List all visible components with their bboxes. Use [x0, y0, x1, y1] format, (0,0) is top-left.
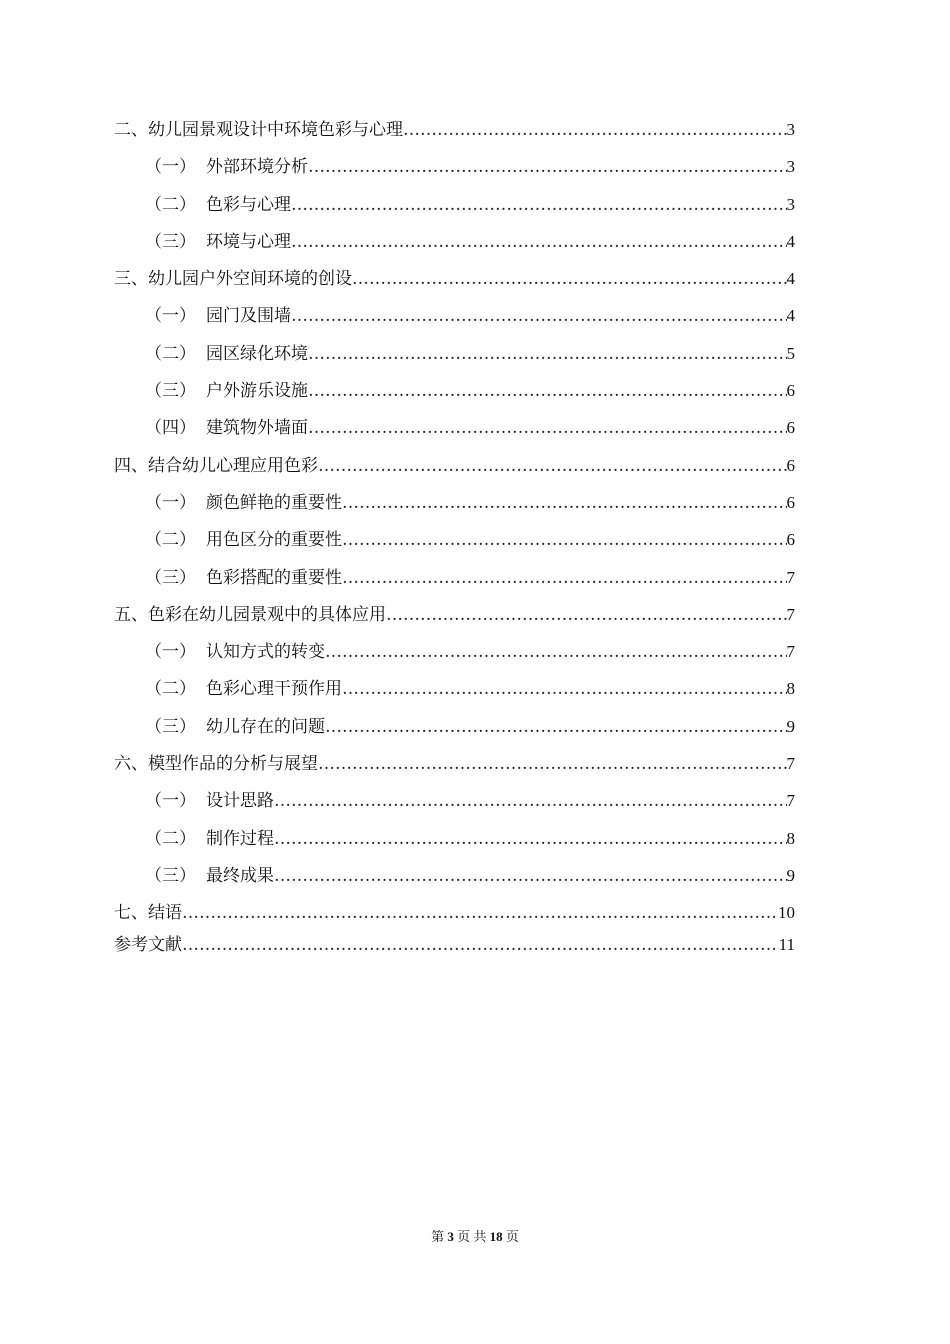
toc-label: 最终成果: [206, 865, 274, 886]
toc-leader-dots: [291, 298, 787, 335]
toc-page-number: 9: [786, 865, 795, 885]
toc-leader-dots: [291, 224, 787, 261]
toc-leader-dots: [274, 821, 787, 858]
toc-label: 环境与心理: [206, 231, 291, 252]
toc-subsection[interactable]: [114, 409, 795, 446]
toc-leader-dots: [318, 746, 787, 783]
toc-leader-dots: [182, 932, 779, 958]
footer-total-pages: 18: [489, 1229, 503, 1244]
toc-subsection[interactable]: [114, 782, 795, 819]
toc-page-number: 6: [786, 381, 795, 401]
footer-current-page: 3: [447, 1229, 454, 1244]
toc-section[interactable]: [114, 596, 795, 633]
toc-number: （一）: [145, 157, 196, 178]
toc-label: 二、幼儿园景观设计中环境色彩与心理: [114, 120, 403, 140]
page-footer: [0, 1226, 950, 1245]
toc-subsection[interactable]: [114, 708, 795, 745]
toc-subsection[interactable]: [114, 521, 795, 558]
footer-prefix: 第: [431, 1229, 445, 1244]
toc-page-number: 7: [786, 642, 795, 662]
table-of-contents: [114, 111, 795, 958]
toc-label: 园门及围墙: [206, 306, 291, 327]
toc-subsection[interactable]: [114, 297, 795, 334]
toc-section[interactable]: [114, 932, 795, 958]
toc-page-number: 8: [786, 828, 795, 848]
toc-leader-dots: [182, 895, 778, 932]
toc-page-number: 4: [786, 269, 795, 289]
toc-label: 幼儿存在的问题: [206, 716, 325, 737]
toc-label: 外部环境分析: [206, 157, 308, 178]
toc-subsection[interactable]: [114, 335, 795, 372]
toc-number: （四）: [145, 418, 196, 439]
toc-subsection[interactable]: [114, 633, 795, 670]
toc-label: 色彩搭配的重要性: [206, 567, 342, 588]
toc-label: 参考文献: [114, 934, 182, 955]
toc-label: 七、结语: [114, 903, 182, 924]
toc-leader-dots: [318, 448, 787, 485]
toc-page-number: 9: [786, 716, 795, 736]
toc-leader-dots: [342, 522, 787, 559]
toc-label: 建筑物外墙面: [206, 418, 308, 439]
toc-number: （三）: [145, 567, 196, 588]
toc-section[interactable]: [114, 447, 795, 484]
toc-label: 三、幼儿园户外空间环境的创设: [114, 269, 352, 290]
toc-leader-dots: [325, 709, 787, 746]
toc-subsection[interactable]: [114, 670, 795, 707]
toc-page-number: 10: [778, 903, 795, 923]
toc-subsection[interactable]: [114, 857, 795, 894]
toc-page-number: 5: [786, 343, 795, 363]
toc-label: 园区绿化环境: [206, 343, 308, 364]
toc-label: 六、模型作品的分析与展望: [114, 754, 318, 775]
toc-label: 五、色彩在幼儿园景观中的具体应用: [114, 604, 386, 625]
toc-page-number: 6: [786, 530, 795, 550]
toc-page-number: 3: [786, 194, 795, 214]
toc-number: （一）: [145, 306, 196, 327]
toc-leader-dots: [342, 485, 787, 522]
toc-leader-dots: [342, 671, 787, 708]
toc-label: 户外游乐设施: [206, 381, 308, 402]
toc-leader-dots: [352, 261, 787, 298]
toc-number: （一）: [145, 791, 196, 812]
toc-leader-dots: [403, 112, 787, 149]
toc-page-number: 3: [786, 157, 795, 177]
toc-leader-dots: [274, 858, 787, 895]
toc-leader-dots: [308, 336, 787, 373]
toc-leader-dots: [342, 560, 787, 597]
toc-section[interactable]: [114, 111, 795, 148]
toc-number: （二）: [145, 679, 196, 700]
toc-number: （二）: [145, 530, 196, 551]
toc-subsection[interactable]: [114, 223, 795, 260]
toc-leader-dots: [274, 783, 787, 820]
toc-page-number: 6: [786, 492, 795, 512]
toc-label: 四、结合幼儿心理应用色彩: [114, 455, 318, 476]
toc-label: 认知方式的转变: [206, 642, 325, 663]
toc-leader-dots: [325, 634, 787, 671]
toc-subsection[interactable]: [114, 186, 795, 223]
toc-section[interactable]: [114, 894, 795, 931]
toc-label: 色彩与心理: [206, 194, 291, 215]
toc-subsection[interactable]: [114, 820, 795, 857]
toc-label: 设计思路: [206, 791, 274, 812]
toc-page-number: 4: [786, 231, 795, 251]
toc-number: （一）: [145, 642, 196, 663]
toc-number: （二）: [145, 194, 196, 215]
toc-number: （三）: [145, 231, 196, 252]
toc-label: 制作过程: [206, 828, 274, 849]
toc-subsection[interactable]: [114, 559, 795, 596]
toc-number: （三）: [145, 716, 196, 737]
toc-page-number: 6: [786, 455, 795, 475]
toc-subsection[interactable]: [114, 148, 795, 185]
toc-leader-dots: [291, 187, 787, 224]
toc-page-number: 4: [786, 306, 795, 326]
toc-number: （三）: [145, 381, 196, 402]
toc-leader-dots: [308, 373, 787, 410]
toc-page-number: 7: [786, 791, 795, 811]
toc-number: （一）: [145, 492, 196, 513]
toc-page-number: 6: [786, 418, 795, 438]
toc-page-number: 7: [786, 754, 795, 774]
toc-subsection[interactable]: [114, 372, 795, 409]
toc-number: （二）: [145, 343, 196, 364]
footer-suffix: 页: [505, 1229, 519, 1244]
toc-page-number: 7: [786, 567, 795, 587]
toc-subsection[interactable]: [114, 484, 795, 521]
toc-page-number: 7: [786, 604, 795, 624]
footer-middle: 页 共: [457, 1229, 487, 1244]
toc-leader-dots: [308, 410, 787, 447]
toc-label: 用色区分的重要性: [206, 530, 342, 551]
toc-page-number: 8: [786, 679, 795, 699]
toc-number: （三）: [145, 865, 196, 886]
toc-page-number: 3: [786, 120, 795, 139]
toc-leader-dots: [308, 149, 787, 186]
toc-page-number: 11: [778, 934, 795, 954]
toc-label: 色彩心理干预作用: [206, 679, 342, 700]
toc-label: 颜色鲜艳的重要性: [206, 492, 342, 513]
toc-section[interactable]: [114, 260, 795, 297]
toc-section[interactable]: [114, 745, 795, 782]
toc-number: （二）: [145, 828, 196, 849]
toc-leader-dots: [386, 597, 787, 634]
